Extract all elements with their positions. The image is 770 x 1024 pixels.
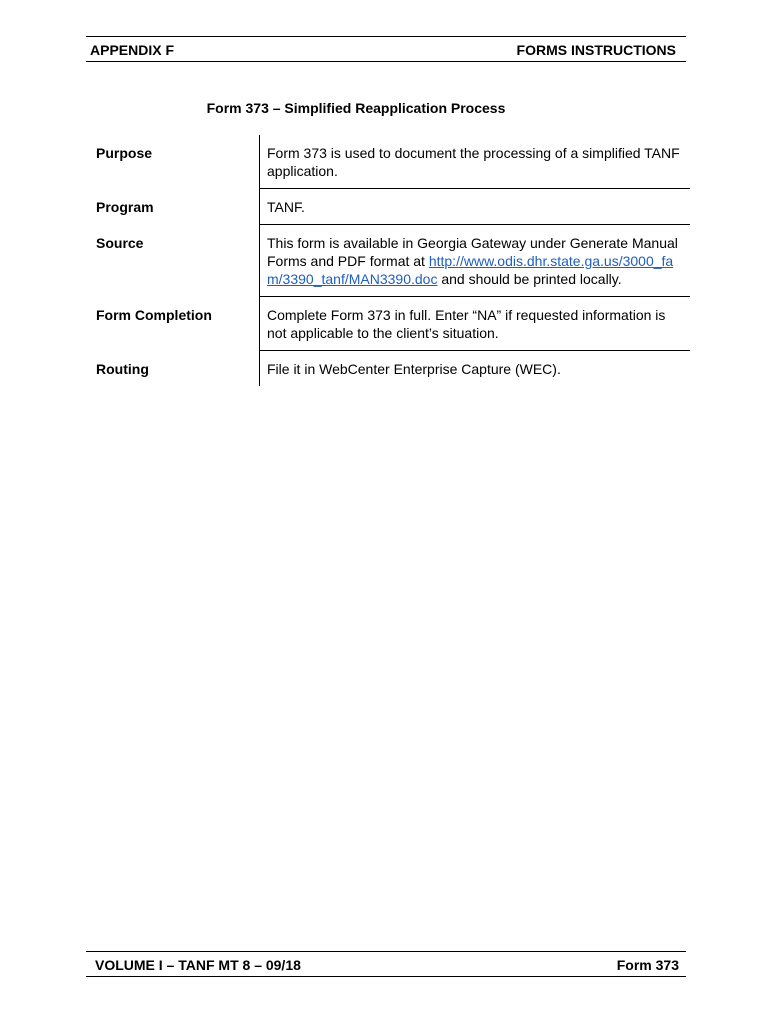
source-text-before: This form is available in Georgia Gateway under Generate Manual Forms and PDF format at — [267, 235, 678, 269]
header-appendix-label: APPENDIX F — [90, 42, 175, 58]
form-completion-label: Form Completion — [96, 306, 212, 323]
table-row-routing — [90, 351, 690, 387]
purpose-value: Form 373 is used to document the processing of a simplified TANF application. — [260, 135, 691, 189]
form-info-table — [90, 135, 690, 386]
table-row-purpose — [90, 135, 690, 189]
form-completion-value: Complete Form 373 in full. Enter “NA” if requested information is not applicable to the client’s situation. — [260, 297, 691, 351]
page-footer — [86, 951, 686, 977]
manual-forms-link[interactable]: http://www.odis.dhr.state.ga.us/3000_fam/3390_tanf/MAN3390.doc — [267, 253, 674, 287]
routing-value: File it in WebCenter Enterprise Capture (WEC). — [260, 351, 691, 387]
footer-form-label: Form 373 — [616, 957, 679, 973]
purpose-label: Purpose — [96, 145, 153, 161]
footer-volume-label: VOLUME I – TANF MT 8 – 09/18 — [95, 957, 301, 973]
header-section-label: FORMS INSTRUCTIONS — [516, 42, 676, 58]
table-row-form-completion — [90, 297, 690, 351]
source-value — [260, 225, 691, 297]
table-row-program — [90, 189, 690, 225]
source-label: Source — [96, 234, 144, 251]
program-label: Program — [96, 198, 154, 215]
table-row-source — [90, 225, 690, 297]
page-header — [86, 36, 686, 62]
program-value: TANF. — [260, 189, 691, 225]
routing-label: Routing — [96, 360, 149, 377]
document-title: Form 373 – Simplified Reapplication Process — [206, 100, 506, 116]
source-text-after: and should be printed locally. — [437, 271, 622, 287]
